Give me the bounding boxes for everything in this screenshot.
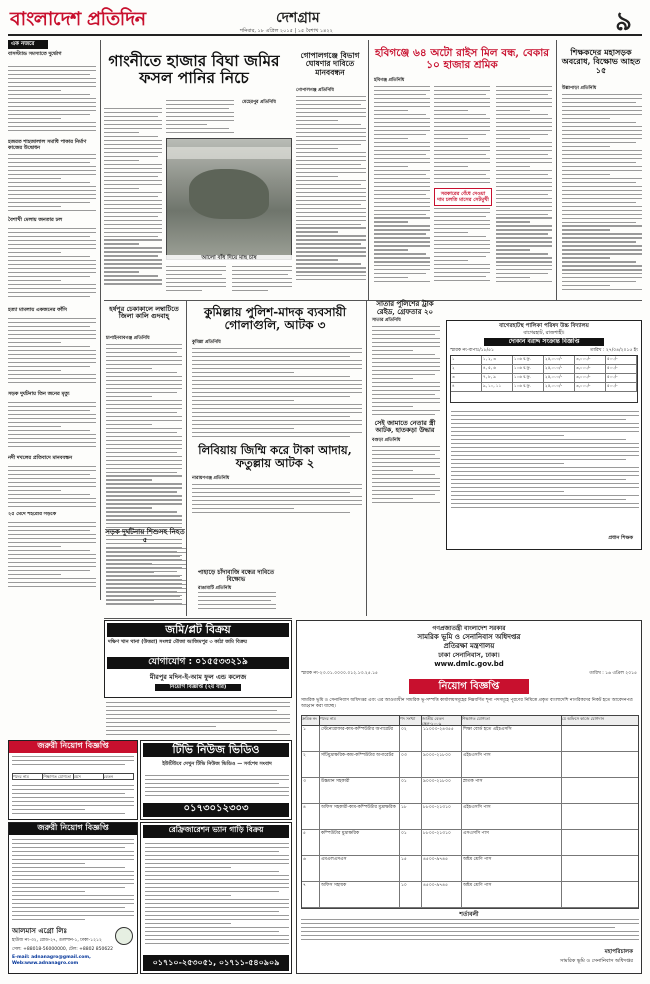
shop-tender-date: তারিখ : ২৭/০৪/২০১৫ ইং — [590, 347, 638, 353]
table-cell — [562, 752, 638, 777]
shop-tender-ref: স্মারক নং-বাপাঃ/১৮/৫১ — [450, 347, 494, 353]
school-notice-text — [106, 702, 290, 740]
table-cell: স্টেনোগ্রাফার-কাম-কম্পিউটার অপারেটর — [320, 726, 400, 751]
table-row — [302, 830, 638, 856]
govt-vacancy-table — [301, 715, 639, 909]
table-row — [302, 778, 638, 804]
libya-byline: নারায়ণগঞ্জ প্রতিনিধি — [192, 476, 230, 481]
table-cell: কম্পিউটার মুদ্রাক্ষরিক — [320, 830, 400, 855]
job-notice-title: জরুরী নিয়োগ বিজ্ঞপ্তি — [9, 741, 137, 753]
brief-title: নদী দখলের প্রতিবাদে মানববন্ধন — [8, 455, 73, 461]
govt-signatory: মহাপরিচালক — [604, 949, 633, 955]
table-cell: ৪৫০০-৯৭৪৫ — [422, 856, 462, 881]
brief-title: হত্যা মামলায় একজনের ফাঁসি — [8, 307, 67, 313]
table-cell: ১ — [302, 726, 320, 751]
job-notice-table-header: পদের নাম শিক্ষাগত যোগ্যতা বয়স বেতন — [12, 773, 134, 780]
table-cell — [562, 882, 638, 907]
table-cell: ০১ — [400, 830, 422, 855]
brief-title: বাসস্ট্যান্ড সমস্যাতে দুর্ভোগ — [8, 51, 62, 57]
left-brief-column-lower — [8, 512, 98, 592]
table-cell: ৪ — [302, 804, 320, 829]
teachers-byline: উল্লাপাড়া প্রতিনিধি — [562, 86, 597, 91]
left-brief-column — [8, 40, 98, 510]
table-cell: ৫ — [302, 830, 320, 855]
job-notice-2-title: জরুরী নিয়োগ বিজ্ঞপ্তি — [9, 823, 137, 835]
gopalganj-headline: গোপালগঞ্জে বিভাগ ঘোষণার দাবিতে মানববন্ধন — [300, 51, 360, 77]
sei-byline: বগুড়া প্রতিনিধি — [372, 438, 401, 443]
tv-news-text: ইউটিউবে দেখুন টিভি নিউজ ভিডিও — সর্বশেষ সংবাদ — [162, 761, 272, 767]
comilla-text — [192, 348, 362, 440]
job-notice-2-ad — [8, 822, 138, 974]
libya-text — [192, 484, 362, 518]
tv-news-details — [145, 775, 289, 799]
govt-conditions-text — [301, 919, 639, 945]
govt-table-body — [302, 726, 638, 908]
table-cell: ৪৫০০-৯৭৪৫ — [422, 882, 462, 907]
govt-line-3: প্রতিরক্ষা মন্ত্রণালয় — [443, 642, 495, 650]
brief-text — [8, 318, 96, 388]
main-photo — [166, 138, 292, 260]
border-headline: পাহাড়ে চাঁদাবাজি বন্ধের দাবিতে বিক্ষোভ — [197, 569, 275, 583]
table-cell: ০৩ — [400, 752, 422, 777]
table-cell: ১৫ — [400, 856, 422, 881]
company-logo-icon — [115, 927, 133, 945]
table-cell — [562, 830, 638, 855]
main-text — [232, 266, 292, 296]
govt-date: তারিখ : ১৬ এপ্রিল ২০১৫ — [589, 671, 637, 676]
school-name: মীরপুর মদিন-ই-আম ফুল এন্ড কলেজ — [149, 673, 247, 681]
govt-website: www.dmlc.gov.bd — [434, 660, 504, 668]
company-name: আলমাস এগ্রো লিঃ — [12, 927, 68, 935]
job-notice-text — [12, 756, 134, 770]
table-cell: ৮৮০০-২১৩১০ — [422, 830, 462, 855]
main-headline: গাংনীতে হাজার বিঘা জমির ফসল পানির নিচে — [108, 51, 280, 88]
van-sale-ad — [140, 822, 292, 974]
govt-ref: স্মারক নং-২৩.০১.০০০০.০১২.১৩.২৫.১৫ — [301, 671, 378, 676]
table-cell: অষ্টম শ্রেণি পাস — [462, 856, 562, 881]
table-cell: ৬ — [302, 856, 320, 881]
table-cell: ৯০০০-২১৮০০ — [422, 778, 462, 803]
brief-title: সড়ক দুর্ঘটনায় তিন জনের মৃত্যু — [8, 391, 70, 397]
table-row: ৪ ৯, ১০, ১১ ১০৬ ব.ফু. ২৫,০০০/- ৩,০০০/- ৫০০/- — [451, 383, 637, 392]
govt-line-1: গণপ্রজাতন্ত্রী বাংলাদেশ সরকার — [432, 625, 506, 632]
table-cell: সাঁটমুদ্রাক্ষরিক-কাম-কম্পিউটার অপারেটর — [320, 752, 400, 777]
brief-section-label: এক নজরে — [8, 40, 48, 49]
table-cell — [562, 778, 638, 803]
govt-signatory-org: সামরিক ভূমি ও সেনানিবাস অধিদপ্তর — [560, 958, 633, 964]
tv-news-phone: ০১৭৩০১২৩০৩ — [143, 803, 289, 817]
sathar-headline: সাতার পুলিশের ট্রাক রেইড, গ্রেফতার ২০ — [376, 299, 434, 316]
gopalganj-text — [296, 96, 366, 286]
table-row — [302, 804, 638, 830]
table-cell: ৩ — [302, 778, 320, 803]
plot-sale-phone: যোগাযোগ : ০১৫৫৩৩২১৯ — [107, 657, 289, 669]
table-row — [302, 726, 638, 752]
masthead — [8, 6, 642, 36]
page-number: ৯ — [615, 7, 632, 37]
main-text — [166, 100, 234, 136]
main-byline: মেহেরপুর প্রতিনিধি — [242, 100, 276, 105]
table-cell: এইচএসসি পাস — [462, 804, 562, 829]
table-cell: এইচএসসি পাস — [462, 752, 562, 777]
main-photo-caption: আলো বাঁধ দিয়ে মাছ চাষ — [166, 255, 292, 263]
job-notice-text — [12, 785, 134, 817]
table-cell: এমএলএসএস — [320, 856, 400, 881]
shop-tender-table — [450, 355, 638, 403]
shop-tender-org: বাগেরহাটস্থ পালিকা পরিষদ উচ্চ বিদ্যালয় — [499, 323, 589, 329]
hobiganj-pull-quote: সরকারের বেঁধে দেওয়া দাম চলতি মাসের সেটমুখী — [434, 188, 492, 206]
table-cell: ০২ — [400, 726, 422, 751]
sathar-byline: সাতার প্রতিনিধি — [372, 318, 401, 323]
table-row — [302, 752, 638, 778]
border-text — [198, 592, 276, 612]
shop-tender-ad — [446, 320, 642, 550]
govt-table-header: ক্রমিক নং পদের নাম পদ সংখ্যা জাতীয় বেতন স্কেল-২০০৯ শিক্ষাগত যোগ্যতা যে অফিসে কাজে যোগদান — [302, 716, 638, 726]
shop-tender-title: দোকান বরাদ্দ সংক্রান্ত বিজ্ঞপ্তি — [484, 338, 604, 346]
plot-sale-text: দক্ষিণ খান থানা (উত্তরা) সংলগ্ন মৌজা আজিমপুর ৩ কাঠা জমি বিক্রয় — [108, 639, 247, 645]
table-cell — [562, 804, 638, 829]
table-cell: ১১০০০-২৪৩৫৫ — [422, 726, 462, 751]
libya-headline: লিবিয়ায় জিম্মি করে টাকা আদায়, ফতুল্লায় আটক ২ — [198, 443, 352, 470]
plot-sale-title: জমি/প্লট বিক্রয় — [107, 623, 289, 637]
brief-text — [8, 522, 96, 592]
table-cell: ১০ — [400, 882, 422, 907]
table-cell: ০১ — [400, 778, 422, 803]
dateline: শনিবার, ১৮ এপ্রিল ২০১৫ | ১৫ বৈশাখ ১৪২২ — [240, 28, 333, 34]
van-sale-title: রেফ্রিজারেশন ভ্যান গাড়ি বিক্রয় — [143, 825, 289, 838]
van-sale-text — [145, 843, 289, 947]
hobiganj-text — [434, 208, 490, 286]
harsha-byline: চাপাইনবাবগঞ্জ প্রতিনিধি — [106, 336, 150, 341]
brief-text — [8, 466, 96, 510]
brief-title: বৈশাখী মেলায় জনতার ঢল — [8, 217, 63, 223]
govt-line-2: সামরিক ভূমি ও সেনানিবাস অধিদপ্তর — [417, 633, 521, 641]
tv-news-title: টিভি নিউজ ভিডিও — [143, 743, 289, 757]
table-cell: শিক্ষা বোর্ড হতে এইচএসসি — [462, 726, 562, 751]
table-row — [302, 882, 638, 908]
comilla-byline: কুমিল্লা প্রতিনিধি — [192, 340, 221, 345]
tv-news-ad — [140, 740, 292, 820]
main-text — [104, 108, 162, 288]
brief-text — [8, 228, 96, 303]
table-cell — [562, 726, 638, 751]
brief-title: হজরত শাহজালাল সমাধি পাকার নির্মাণ কাজের উদ্বোধন — [8, 139, 87, 151]
teachers-text — [562, 94, 642, 294]
table-cell: স্নাতক পাস — [462, 778, 562, 803]
table-cell: ১৮ — [400, 804, 422, 829]
newspaper-logo: বাংলাদেশ প্রতিদিন — [10, 8, 146, 30]
table-cell: উচ্চমান সহকারী — [320, 778, 400, 803]
brief-title: ২৫ মেদে শহরেরি সড়কে — [8, 512, 57, 517]
school-notice-title: নিয়োগ বিজ্ঞপ্তি (২য় বার) — [155, 684, 241, 691]
hobiganj-text — [496, 86, 552, 286]
govt-notice-title: নিয়োগ বিজ্ঞপ্তি — [409, 679, 529, 694]
table-cell: ৯০০০-২১৮০০ — [422, 752, 462, 777]
brief-text — [8, 66, 96, 136]
main-text — [166, 266, 226, 296]
comilla-headline: কুমিল্লায় পুলিশ-মাদক ব্যবসায়ী গোলাগুলি, আটক ৩ — [203, 305, 347, 333]
table-cell — [562, 856, 638, 881]
brief-text — [8, 402, 96, 452]
harsha-headline: হর্ষপুর চেকাকালে লম্বাটিতে জিলা কালি গুদবাহ্ — [109, 305, 179, 321]
table-cell: ৭ — [302, 882, 320, 907]
govt-recruitment-notice — [296, 620, 642, 974]
brief-text — [8, 154, 96, 214]
table-cell: ২ — [302, 752, 320, 777]
table-row: ৩ ৭, ৮, ৯ ১০৬ ব.ফু. ২৫,০০০/- ৩,০০০/- ৫০০/- — [451, 374, 637, 383]
accident-headline: সড়ক দুর্ঘটনায় শিশুসহ নিহত ৫ — [105, 527, 185, 544]
table-cell: অফিস সহায়ক — [320, 882, 400, 907]
company-address: হাউজ নং-৩২, রোড-২৭, গুলশান-১, ঢাকা-১২১২ — [12, 938, 102, 943]
hobiganj-text — [374, 86, 430, 286]
plot-sale-ad — [104, 620, 292, 698]
hobiganj-text — [434, 86, 490, 186]
section-title: দেশগ্রাম — [276, 10, 320, 26]
teachers-headline: শিক্ষকদের মহাসড়ক অবরোধ, বিক্ষোভ আহত ১৫ — [561, 47, 641, 75]
table-row: ২ ৪, ৫, ৬ ১০৬ ব.ফু. ২৫,০০০/- ৩,০০০/- ৫০০/- — [451, 365, 637, 374]
company-email: E-mail: adnanagro@gmail.com, Web:www.adnanagro.com — [12, 955, 91, 966]
van-sale-phone: ০১৭১০-২৫৩০৫১, ০১৭১১-৫৪০৯০৯ — [143, 955, 289, 971]
job-notice-2-text — [12, 839, 134, 923]
table-cell: অষ্টম শ্রেণি পাস — [462, 882, 562, 907]
govt-intro: সামরিক ভূমি ও সেনানিবাস অধিদপ্তর এবং এর আওতাধীন সামরিক ভূ-সম্পত্তি কার্যালয়সমূহের নিম্নবর্ণিত শূন্য পদসমূহে পূরণের নিমিত্তে প্রকৃত বাংলাদেশি নাগরিকদের নিকট হতে আবেদনপত্র আহ্বান করা যাচ্ছে। — [301, 698, 633, 709]
gopalganj-byline: গোপালগঞ্জ প্রতিনিধি — [296, 88, 334, 93]
govt-line-4: ঢাকা সেনানিবাস, ঢাকা। — [438, 651, 500, 659]
shop-tender-signatory: প্রধান শিক্ষক — [608, 534, 633, 541]
border-byline: রাঙামাটি প্রতিনিধি — [198, 586, 232, 591]
job-notice-ad — [8, 740, 138, 820]
sei-headline: সেই জামাতে নেতার স্ত্রী আটক, হাতকড়া উদ্ধার — [374, 419, 436, 435]
company-tel: সেল: +88018-56000000, টেল: +8802 850622 — [12, 947, 113, 952]
shop-tender-address: বাগেরহাট, রাজশাহী। — [523, 329, 565, 336]
sathar-text — [372, 326, 440, 418]
table-cell: এসএসসি পাস — [462, 830, 562, 855]
govt-conditions-title: শর্তাবলী — [459, 911, 479, 918]
table-row: ১ ১, ২, ৩ ১০৬ ব.ফু. ২৫,০০০/- ৩,০০০/- ৫০০/- — [451, 356, 637, 365]
shop-tender-terms — [451, 411, 639, 511]
table-cell: ৮৮০০-২১৩১০ — [422, 804, 462, 829]
hobiganj-headline: হবিগঞ্জে ৬৪ অটো রাইস মিল বন্ধ, বেকার ১০ হাজার শ্রমিক — [374, 47, 550, 71]
hobiganj-byline: হবিগঞ্জ প্রতিনিধি — [374, 78, 405, 83]
accident-text — [106, 548, 186, 608]
sei-text — [372, 446, 440, 506]
table-row — [302, 856, 638, 882]
table-cell: অফিস সহকারী-কাম-কম্পিউটার মুদ্রাক্ষরিক — [320, 804, 400, 829]
